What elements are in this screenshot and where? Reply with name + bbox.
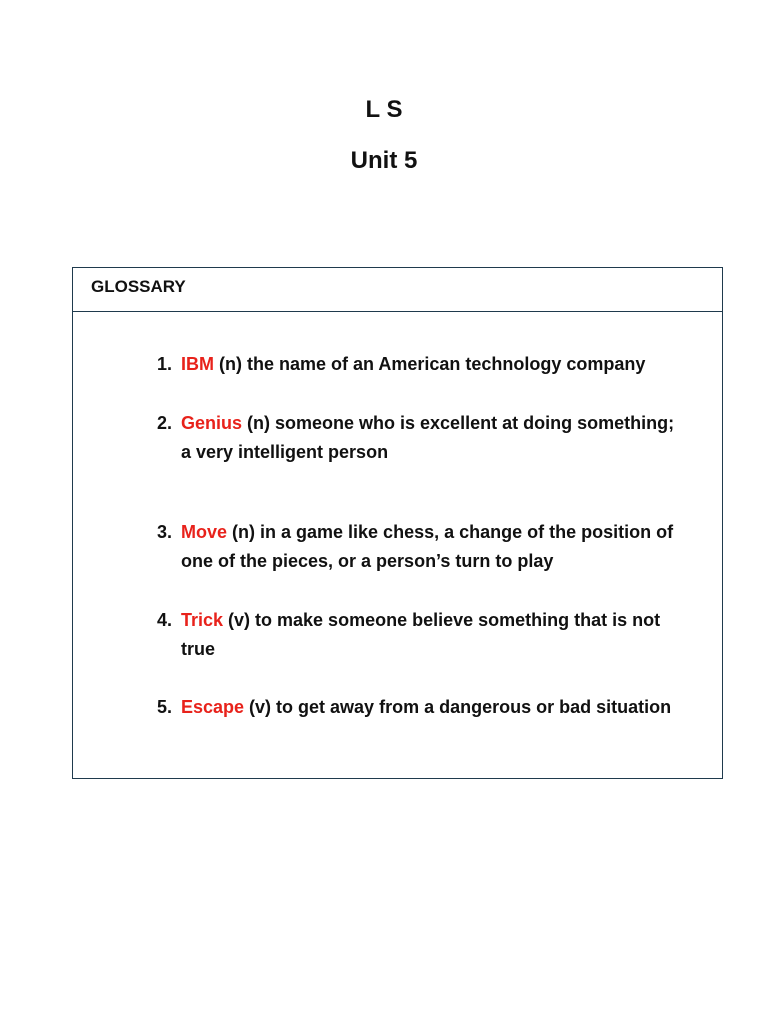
entry-definition: (n) in a game like chess, a change of the position of one of the pieces, or a person’s turn to play bbox=[181, 522, 674, 571]
entry-term: Genius bbox=[181, 413, 243, 433]
entry-number: 3. bbox=[157, 522, 173, 542]
entry-definition: (n) someone who is excellent at doing something; a very intelligent person bbox=[181, 413, 675, 462]
entry-definition: (v) to get away from a dangerous or bad situation bbox=[244, 697, 672, 717]
entry-number: 4. bbox=[157, 610, 173, 630]
entry-term: IBM bbox=[181, 354, 214, 374]
entry-number: 5. bbox=[157, 697, 173, 717]
glossary-heading: GLOSSARY bbox=[91, 277, 186, 296]
page-title: L S bbox=[365, 96, 403, 123]
entry-definition: (n) the name of an American technology company bbox=[214, 354, 646, 374]
glossary-entry bbox=[157, 409, 677, 467]
glossary-entry bbox=[157, 350, 677, 379]
entry-term: Escape bbox=[181, 697, 245, 717]
entry-definition: (v) to make someone believe something that is not true bbox=[181, 610, 661, 659]
glossary-box bbox=[72, 267, 723, 779]
entry-number: 1. bbox=[157, 354, 173, 374]
glossary-entry bbox=[157, 693, 677, 722]
glossary-entry bbox=[157, 518, 677, 576]
glossary-header bbox=[73, 268, 722, 312]
entry-term: Trick bbox=[181, 610, 224, 630]
glossary-entry bbox=[157, 606, 677, 664]
entry-term: Move bbox=[181, 522, 228, 542]
entry-number: 2. bbox=[157, 413, 173, 433]
unit-title: Unit 5 bbox=[350, 147, 418, 174]
